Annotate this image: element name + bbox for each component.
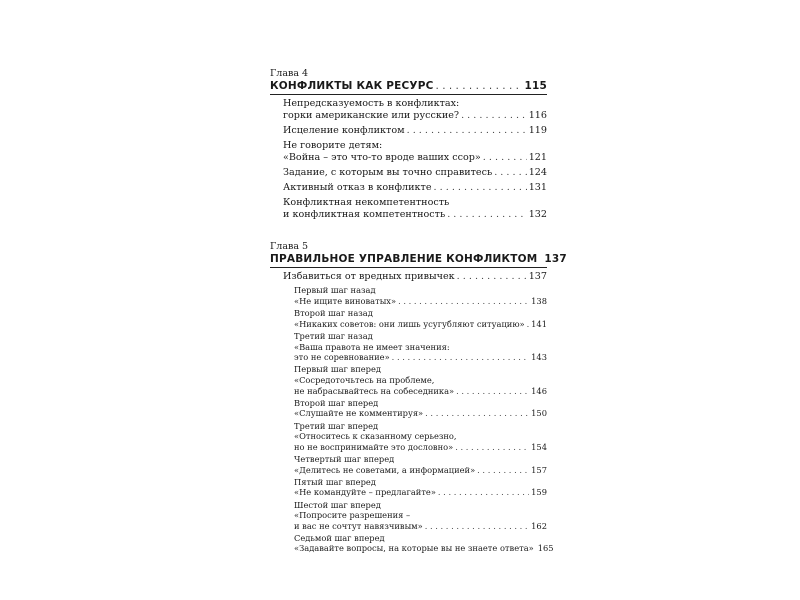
subentry-line: Третий шаг назад (294, 331, 373, 342)
subentry-text: но не воспринимайте это дословно» (294, 441, 454, 452)
subentry-line: Четвертый шаг вперед (294, 453, 395, 464)
toc-entry (270, 140, 547, 165)
dot-leader (461, 110, 527, 122)
subentry-page-number: 150 (531, 408, 547, 419)
chapter-page-number: 137 (544, 252, 567, 265)
toc-entry (270, 271, 547, 283)
toc-entry (270, 197, 547, 222)
toc-subentry (270, 500, 547, 532)
dot-leader (527, 319, 530, 330)
subentry-page-number: 146 (531, 385, 547, 396)
dot-leader (447, 209, 526, 221)
entry-text: горки американские или русские? (283, 110, 460, 122)
dot-leader (457, 271, 527, 283)
entry-text: Задание, с которым вы точно справитесь (283, 166, 493, 178)
dot-leader (407, 125, 527, 137)
table-of-contents (270, 68, 567, 556)
subentry-line: «Сосредоточьтесь на проблеме, (294, 375, 435, 385)
entry-page-number: 121 (528, 152, 547, 164)
toc-subentry (270, 331, 547, 363)
dot-leader (425, 408, 529, 419)
subentry-line: Первый шаг назад (294, 285, 376, 296)
chapter-title-text: КОНФЛИКТЫ КАК РЕСУРС (270, 80, 434, 92)
subentry-text: это не соревнование» (294, 352, 390, 363)
entry-line: Конфликтная некомпетентность (283, 196, 450, 208)
entry-page-number: 119 (528, 125, 547, 137)
subentry-line: Седьмой шаг вперед (294, 532, 385, 543)
chapter-spacer (270, 224, 547, 241)
entry-text: «Война – это что-то вроде ваших ссор» (283, 152, 481, 164)
chapter-4 (270, 68, 547, 221)
subentry-page-number: 162 (531, 520, 547, 531)
dot-leader (477, 465, 529, 476)
subentry-text: и вас не сочтут навязчивым» (294, 520, 423, 531)
chapter-label: Глава 5 (270, 240, 309, 252)
dot-leader (392, 352, 529, 363)
subentry-line: Первый шаг вперед (294, 364, 381, 375)
subentry-line: «Попросите разрешения – (294, 510, 411, 521)
toc-entry (270, 167, 547, 179)
subentry-line: Второй шаг вперед (294, 397, 379, 408)
toc-subentry (270, 454, 547, 475)
subentry-line: Второй шаг назад (294, 308, 373, 319)
dot-leader (456, 386, 529, 397)
subentry-page-number: 165 (537, 543, 554, 554)
toc-subentry (270, 364, 547, 396)
dot-leader (455, 442, 529, 453)
toc-subentry (270, 421, 547, 453)
chapter-title (270, 80, 547, 95)
dot-leader (436, 80, 520, 93)
subentry-page-number: 143 (531, 352, 547, 363)
subentry-page-number: 159 (531, 487, 547, 498)
subentry-page-number: 141 (531, 318, 547, 329)
subentry-line: Пятый шаг вперед (294, 476, 376, 487)
subentry-text: «Никаких советов: они лишь усугубляют ситуацию» (294, 318, 525, 329)
entry-text: Избавиться от вредных привычек (283, 270, 455, 282)
toc-entry (270, 182, 547, 194)
subentry-line: Третий шаг вперед (294, 420, 379, 431)
entry-line: Не говорите детям: (283, 139, 383, 151)
dot-leader (425, 521, 529, 532)
dot-leader (438, 487, 529, 498)
entry-page-number: 132 (528, 208, 547, 220)
toc-subentry (270, 398, 547, 419)
entry-text: Активный отказ в конфликте (283, 181, 432, 193)
chapter-title (270, 252, 567, 268)
subentry-text: «Задавайте вопросы, на которые вы не знаете ответа» (294, 543, 534, 554)
subentry-line: «Ваша правота не имеет значения: (294, 341, 450, 352)
dot-leader (434, 182, 527, 194)
toc-subentry (270, 285, 547, 306)
entry-page-number: 131 (528, 181, 547, 193)
dot-leader (494, 167, 526, 179)
dot-leader (483, 152, 527, 164)
toc-entry (270, 125, 547, 137)
entry-page-number: 116 (528, 110, 547, 122)
chapter-page-number: 115 (524, 80, 547, 92)
subentry-text: «Не командуйте – предлагайте» (294, 487, 436, 498)
chapter-title-text: ПРАВИЛЬНОЕ УПРАВЛЕНИЕ КОНФЛИКТОМ (270, 252, 538, 265)
subentry-text: «Слушайте не комментируя» (294, 408, 424, 419)
toc-subentry (270, 308, 547, 329)
chapter-label: Глава 4 (270, 68, 309, 79)
entry-page-number: 137 (528, 270, 547, 282)
entry-line: Непредсказуемость в конфликтах: (283, 98, 460, 109)
toc-subentry (270, 532, 554, 554)
toc-entry (270, 98, 547, 123)
entry-text: Исцеление конфликтом (283, 125, 405, 137)
subentry-page-number: 138 (531, 296, 547, 307)
subentry-text: не набрасывайтесь на собеседника» (294, 385, 455, 396)
subentry-text: «Делитесь не советами, а информацией» (294, 464, 476, 475)
chapter-5 (270, 240, 567, 554)
subentry-line: «Относитесь к сказанному серьезно, (294, 431, 457, 442)
subentry-page-number: 157 (531, 464, 547, 475)
subentry-page-number: 154 (531, 441, 547, 452)
entry-page-number: 124 (528, 166, 547, 178)
subentry-line: Шестой шаг вперед (294, 499, 381, 510)
toc-subentry (270, 477, 547, 498)
entry-text: и конфликтная компетентность (283, 208, 446, 220)
subentry-text: «Не ищите виноватых» (294, 296, 397, 307)
dot-leader (398, 296, 529, 307)
